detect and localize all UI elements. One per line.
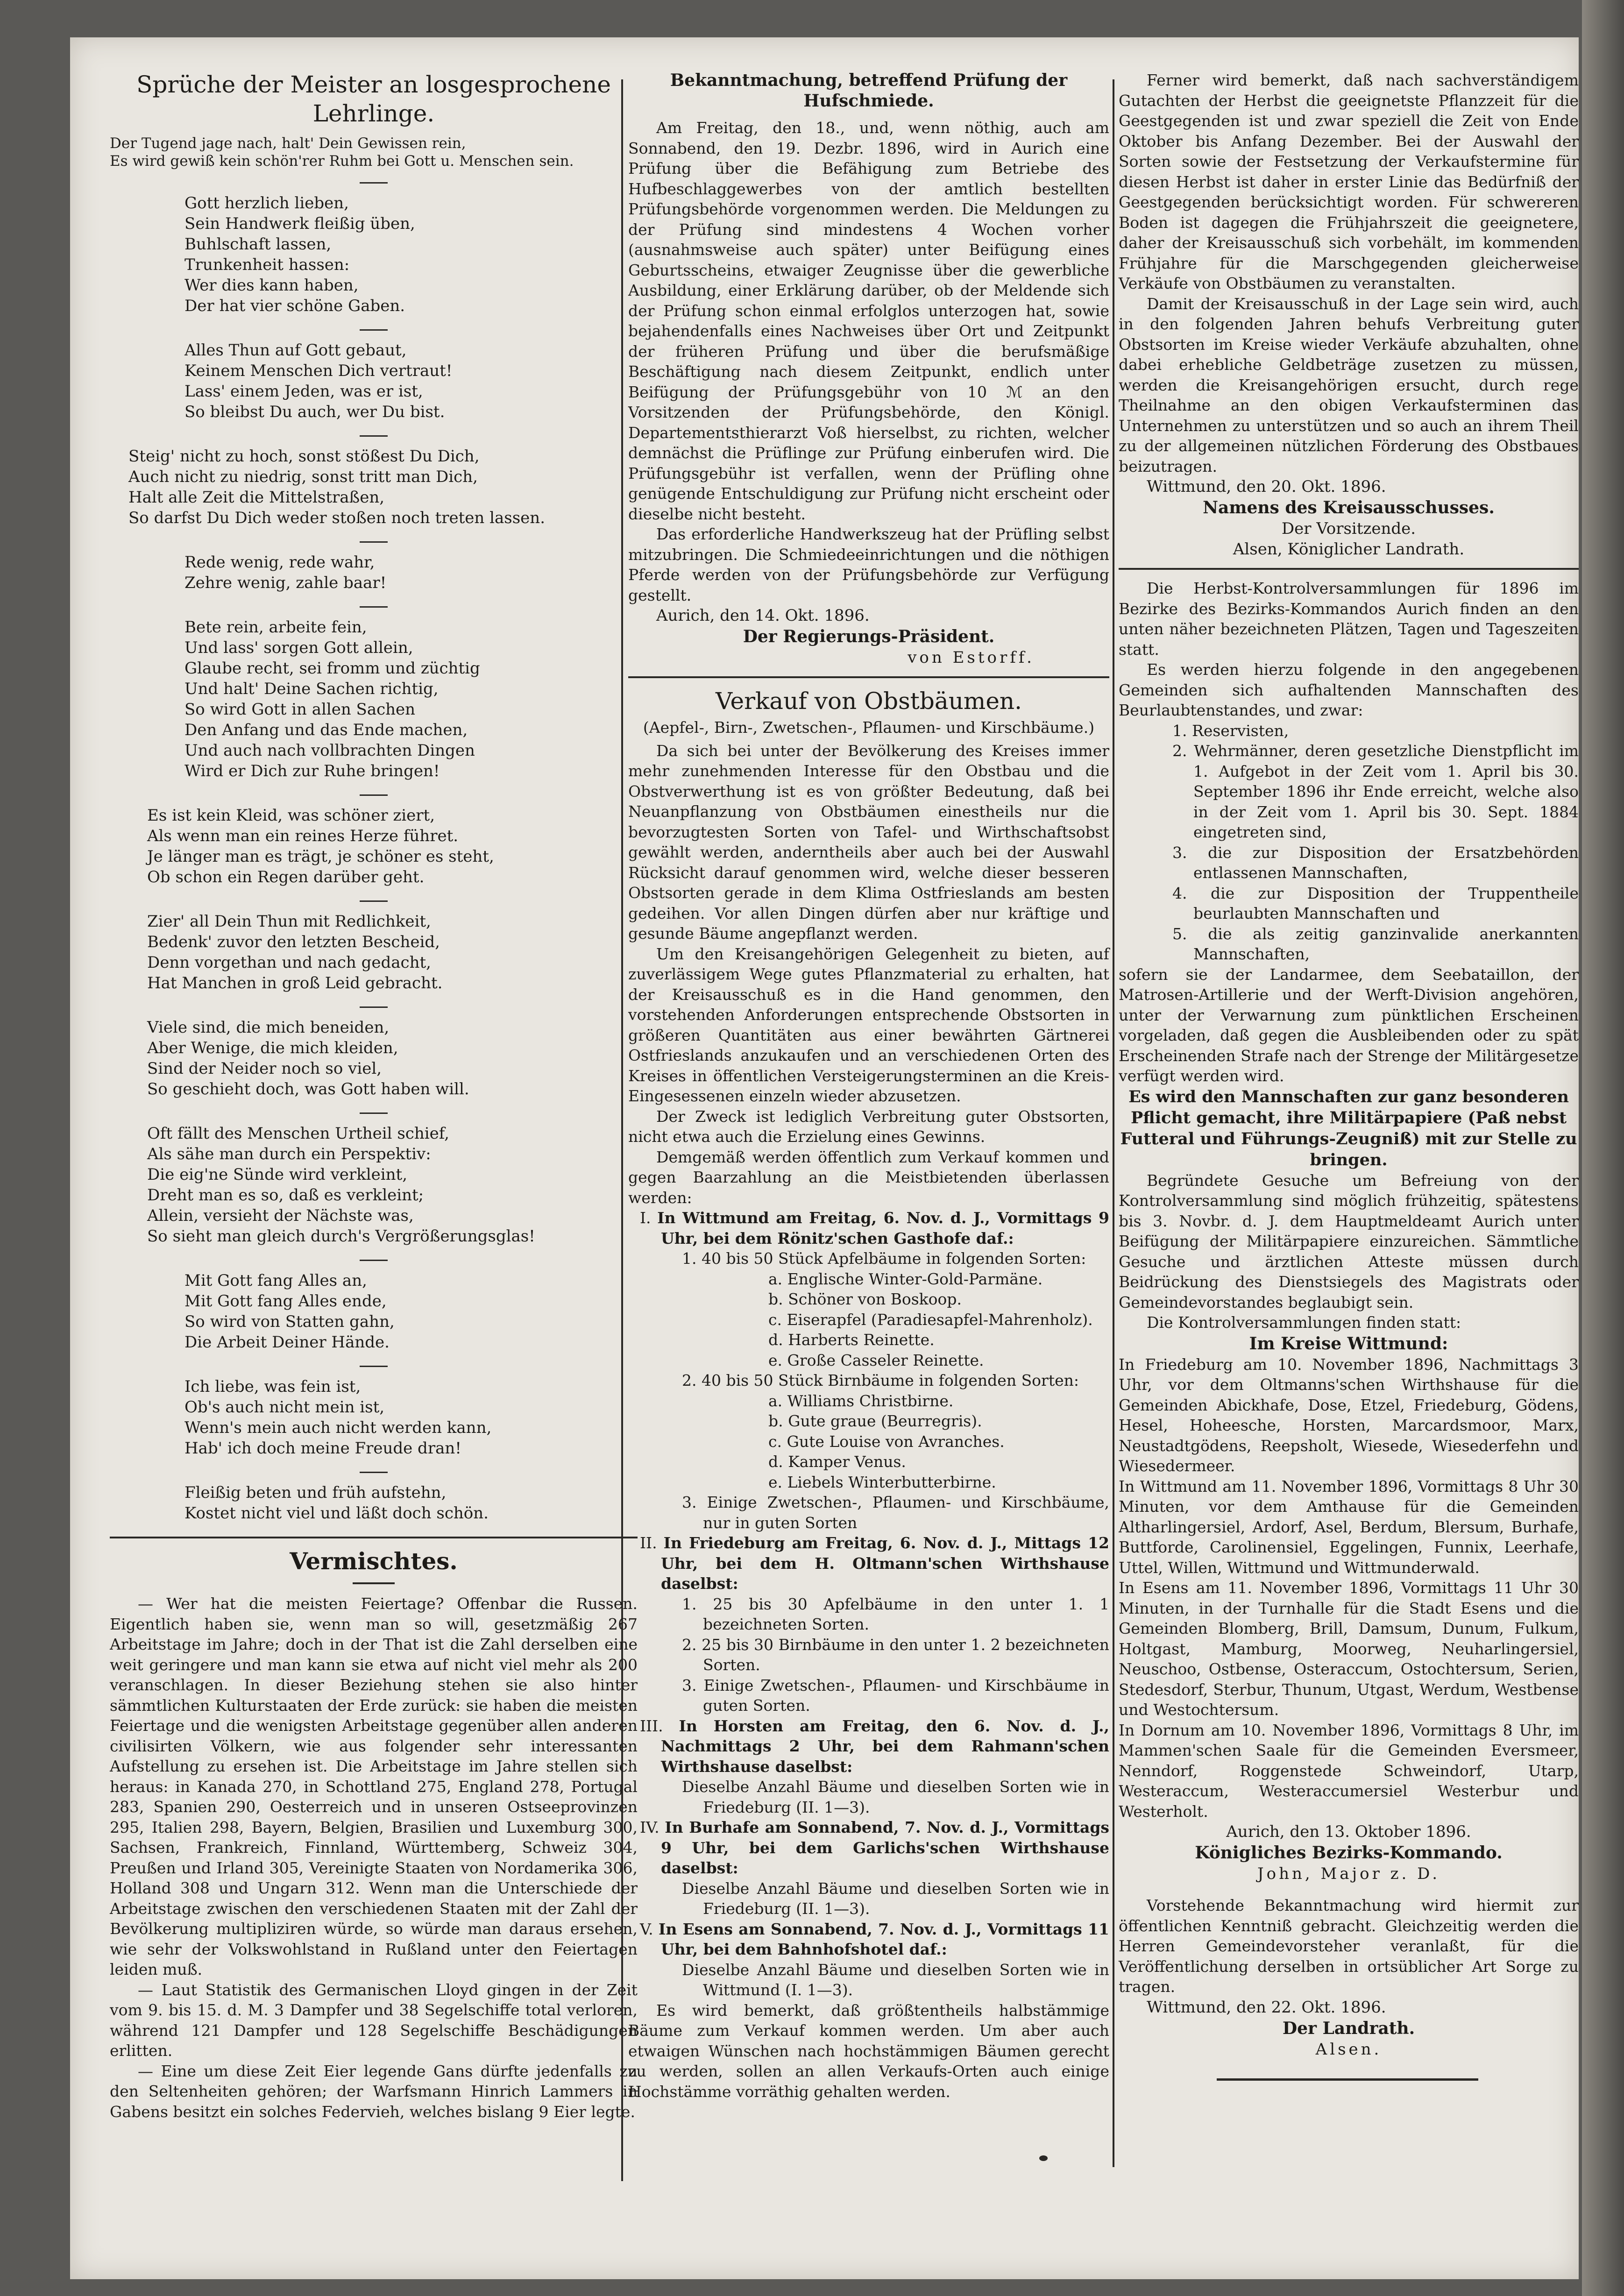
separator [360,606,388,608]
sale-closing: Es wird bemerkt, daß größtentheils halbstämmige Bäume zum Verkauf kommen werden. Um aber auch etwaigen Wünschen nach hochstämmigen Bäumen gerecht zu werden, sollen an allen Verkaufs-Orten auch einige Hochstämme vorräthig gehalten werden. [628,2001,1109,2101]
verse-line: Allein, versieht der Nächste was, [147,1206,414,1225]
control-paragraph: sofern sie der Landarmee, dem Seebataillon, der Matrosen-Artillerie und der Werft-Division angehören, unter der Verwarnung zum pünktlichen Erscheinen vorgeladen, daß gegen die Ausbleibenden oder zu spät Erscheinenden Strafe nach der Strenge der Militärgesetze verfügt werden wird. [1119,965,1579,1085]
verse-line: Steig' nicht zu hoch, sonst stößest Du Dich, [128,447,480,466]
verse-line: Bedenk' zuvor den letzten Bescheid, [147,933,440,951]
sale-item [628,1817,1109,1878]
notice-signature-office: Der Regierungs-Präsident. [743,627,995,646]
misc-articles [110,1594,638,2122]
final-signature-name: Alsen. [1315,2040,1382,2059]
verse-line: Rede wenig, rede wahr, [184,553,375,572]
sale-continuation [1119,70,1579,476]
sale-item [628,1350,1109,1371]
separator [360,794,388,796]
sale-item-text: 1. 40 bis 50 Stück Apfelbäume in folgenden Sorten: [682,1249,1086,1268]
verse-line: Den Anfang und das Ende machen, [184,721,468,739]
sale-item [628,1492,1109,1533]
control-place: In Esens am 11. November 1896, Vormittags 11 Uhr 30 Minuten, in der Turnhalle für die Stadt Esens und die Gemeinden Blomberg, Brill, Damsum, Dunum, Fulkum, Holtgast, Mamburg, Moorweg, Neuharlingersiel, Neuschoo, Ostbense, Osteraccum, Ostochtersum, Serien, Stedesdorf, Sterbur, Thunum, Utgast, Werdum, Westbense und Westochtersum. [1119,1579,1579,1719]
verse-line: Zier' all Dein Thun mit Redlichkeit, [147,912,431,931]
sale-item-text: In Esens am Sonnabend, 7. Nov. d. J., Vormittags 11 Uhr, bei dem Bahnhofshotel daf.: [658,1920,1109,1958]
sale-item-text: 3. Einige Zwetschen-, Pflaumen- und Kirschbäume, nur in guten Sorten [682,1493,1109,1532]
stanza [110,805,638,887]
sale-item [628,1919,1109,1960]
verse-line: Denn vorgethan und nach gedacht, [147,953,431,972]
sale-item [628,1208,1109,1248]
sale-item-text: In Burhafe am Sonnabend, 7. Nov. d. J., Vormittags 9 Uhr, bei dem Garlichs'schen Wirthshause daselbst: [661,1818,1109,1877]
sale-item-text: d. Kamper Venus. [768,1453,906,1471]
verse-line: Je länger man es trägt, je schöner es steht, [147,847,494,866]
verse-line: Die Arbeit Deiner Hände. [184,1333,390,1352]
sale-item [628,1310,1109,1330]
final-signature-office: Der Landrath. [1282,2018,1415,2038]
sale-item [628,1289,1109,1310]
control-list-item: 2. Wehrmänner, deren gesetzliche Dienstpflicht im 1. Aufgebot in der Zeit vom 1. April bis 30. September 1896 ihr Ende erreicht, welche also in der Zeit vom 1. April bis 30. Sept. 1884 eingetreten sind, [1172,742,1579,841]
verse-line: Es ist kein Kleid, was schöner ziert, [147,806,435,825]
verse-line: Lass' einem Jeden, was er ist, [184,382,423,401]
misc-paragraph: — Eine um diese Zeit Eier legende Gans dürfte jedenfalls zu den Seltenheiten gehören; der Warfsmann Hinrich Lammers in Gabens besitzt ein solches Federvieh, welches bislang 9 Eier legte. [110,2062,638,2121]
control-place-date: Aurich, den 13. Oktober 1896. [1226,1822,1471,1841]
notice-signature-name: von Estorff. [908,648,1035,667]
column-2 [628,70,1109,2102]
misc-title: Vermischtes. [290,1547,458,1575]
control-places [1119,1354,1579,1822]
cont-paragraph: Ferner wird bemerkt, daß nach sachverständigem Gutachten der Herbst die geeignetste Pflanzzeit für die Geestgegenden ist und zwar speziell die Zeit von Ende Oktober bis Anfang Dezember. Bei der Auswahl der Sorten sowie der Festsetzung der Verkaufstermine für diesen Herbst ist daher in erster Linie das Bedürfniß der Geestgegenden berücksichtigt worden. Für schwereren Boden ist dagegen die Frühjahrszeit die geeignetere, daher der Kreisausschuß sich vorbehält, im kommenden Frühjahre für die Marschgegenden gleicherweise Verkäufe von Obstbäumen zu veranstalten. [1119,71,1579,292]
separator [360,1113,388,1114]
sale-item-text: 3. Einige Zwetschen-, Pflaumen- und Kirschbäume in guten Sorten. [682,1676,1109,1715]
sale-item-text: b. Schöner von Boskoop. [768,1290,962,1308]
control-list-item: 1. Reservisten, [1172,721,1289,740]
separator [360,1472,388,1473]
verse-line: Als wenn man ein reines Herze führet. [147,827,459,845]
verse-line: Gott herzlich lieben, [184,194,349,213]
control-warning: Es wird den Mannschaften zur ganz besonderen Pflicht gemacht, ihre Militärpapiere (Paß nebst Futteral und Führungs-Zeugniß) mit zur Stelle zu bringen. [1120,1087,1577,1169]
sale-paragraph: Demgemäß werden öffentlich zum Verkauf kommen und gegen Baarzahlung an die Meistbietenden überlassen werden: [628,1148,1109,1207]
sale-locations [628,1208,1109,2000]
stanza [110,340,638,422]
separator [360,541,388,543]
intro-line: Der Tugend jage nach, halt' Dein Gewissen rein, [110,135,466,152]
sale-item-text: 2. 25 bis 30 Birnbäume in den unter 1. 2 bezeichneten Sorten. [682,1635,1109,1674]
final-paragraph: Vorstehende Bekanntmachung wird hiermit zur öffentlichen Kenntniß gebracht. Gleichzeitig werden die Herren Gemeindevorsteher veranlaßt, für die Veröffentlichung derselben in ortsüblicher Art Sorge zu tragen. [1119,1896,1579,1996]
sale-item-number: IV. [640,1818,660,1836]
sale-item-text: e. Liebels Winterbutterbirne. [768,1473,996,1491]
verse-line: Dreht man es so, daß es verkleint; [147,1186,424,1205]
sale-item [628,1960,1109,2000]
notice-paragraph: Am Freitag, den 18., und, wenn nöthig, auch am Sonnabend, den 19. Dezbr. 1896, wird in Aurich eine Prüfung über die Befähigung zum Betriebe des Hufbeschlaggewerbes von der amtlich bestellten Prüfungsbehörde vorgenommen werden. Die Meldungen zu der Prüfung sind mindestens 4 Wochen vorher (ausnahmsweise auch später) unter Beifügung eines Geburtsscheins, etwaiger Zeugnisse über die gewerbliche Ausbildung, einer Erklärung darüber, ob der Meldende sich der Prüfung schon einmal erfolglos unterzogen hat, sowie bejahendenfalls eines Nachweises über Ort und Zeitpunkt der früheren Prüfung und über die berufsmäßige Beschäftigung nach diesem Zeitpunkt, endlich unter Beifügung der Prüfungsgebühr von 10 ℳ an den Vorsitzenden der Prüfungsbehörde, den Königl. Departementsthierarzt Voß hierselbst, zu richten, welcher demnächst die Prüflinge zur Prüfung einberufen wird. Die Prüfungsgebühr ist verfallen, wenn der Prüfling ohne genügende Entschuldigung zur Prüfung nicht erscheint oder dieselbe nicht besteht. [628,119,1109,523]
verse-line: Und lass' sorgen Gott allein, [184,638,413,657]
verse-line: Der hat vier schöne Gaben. [184,297,405,315]
verse-line: So darfst Du Dich weder stoßen noch treten lassen. [128,509,546,527]
verse-line: Aber Wenige, die mich kleiden, [147,1039,398,1057]
verse-line: Oft fällt des Menschen Urtheil schief, [147,1124,449,1143]
sale-body [628,741,1109,1208]
sale-item-text: 1. 25 bis 30 Apfelbäume in den unter 1. 1 bezeichneten Sorten. [682,1594,1109,1633]
verse-line: Trunkenheit hassen: [184,255,350,274]
control-paragraph: Begründete Gesuche um Befreiung von der Kontrolversammlung sind möglich frühzeitig, spätestens bis 3. Novbr. d. J. dem Hauptmeldeamt Aurich unter Beifügung der Militärpapiere einzureichen. Sämmtliche Gesuche und ärztlichen Atteste müssen durch Beidrückung des Dienstsiegels des Magistrats oder Gemeindevorstandes beglaubigt sein. [1119,1171,1579,1311]
page-edge [1582,0,1624,2296]
sale-item-text: In Friedeburg am Freitag, 6. Nov. d. J., Mittags 12 Uhr, bei dem H. Oltmann'schen Wirthshause daselbst: [661,1534,1109,1593]
stanza [110,1376,638,1459]
cont-signature-role: Der Vorsitzende. [1281,519,1416,538]
sale-item [628,1675,1109,1716]
separator [360,1260,388,1261]
sale-item [628,1716,1109,1777]
sale-title: Verkauf von Obstbäumen. [715,687,1022,715]
verse-line: Hat Manchen in groß Leid gebracht. [147,974,443,992]
verse-line: Zehre wenig, zahle baar! [184,574,387,592]
verse-line: Wird er Dich zur Ruhe bringen! [184,762,440,780]
stanza [110,193,638,316]
sale-item-text: b. Gute graue (Beurregris). [768,1412,982,1430]
control-place: In Dornum am 10. November 1896, Vormittags 8 Uhr, im Mammen'schen Saale für die Gemeinden Eversmeer, Nenndorf, Roggenstede Schweindorf, Utarp, Westeraccum, Westeraccumersiel Westerbur und Westerholt. [1119,1721,1579,1821]
section-rule [1119,568,1579,570]
sale-item [628,1594,1109,1635]
sale-item-text: In Wittmund am Freitag, 6. Nov. d. J., Vormittags 9 Uhr, bei dem Rönitz'schen Gasthofe daf.: [657,1209,1109,1247]
verse-line: Kostet nicht viel und läßt doch schön. [184,1504,489,1523]
control-list [1119,721,1579,964]
verses-intro [110,135,638,170]
sale-item [628,1431,1109,1452]
sale-item-number: V. [640,1920,653,1938]
sale-subtitle: (Aepfel-, Birn-, Zwetschen-, Pflaumen- und Kirschbäume.) [643,718,1095,737]
verse-line: Die eig'ne Sünde wird verkleint, [147,1165,407,1184]
sale-item [628,1269,1109,1290]
verse-line: Wenn's mein auch nicht werden kann, [184,1418,492,1437]
sale-item [628,1370,1109,1391]
notice-body [628,118,1109,605]
ink-mark [1039,2155,1048,2161]
verse-line: Wer dies kann haben, [184,276,359,295]
verse-line: Viele sind, die mich beneiden, [147,1018,390,1037]
stanza [110,552,638,593]
control-list-item: 4. die zur Disposition der Truppentheile beurlaubten Mannschaften und [1172,884,1579,922]
sale-item [628,1635,1109,1675]
stanza [110,1482,638,1524]
verse-line: Sind der Neider noch so viel, [147,1059,382,1078]
separator [360,329,388,331]
verse-line: Und halt' Deine Sachen richtig, [184,680,439,698]
sale-item-text: e. Große Casseler Reinette. [768,1351,984,1369]
sale-item-number: I. [640,1209,651,1227]
verses-title: Sprüche der Meister an losgesprochene Lehrlinge. [136,71,611,127]
sale-item-text: a. Williams Christbirne. [768,1391,954,1410]
column-3 [1119,70,1579,2081]
sale-item-text: d. Harberts Reinette. [768,1331,935,1349]
cont-place-date: Wittmund, den 20. Okt. 1896. [1147,477,1386,496]
verse-line: Ob's auch nicht mein ist, [184,1398,385,1417]
sale-item-text: a. Englische Winter-Gold-Parmäne. [768,1269,1043,1288]
section-rule [110,1537,638,1538]
verse-line: Als sähe man durch ein Perspektiv: [147,1145,431,1163]
sale-item-number: III. [640,1716,663,1735]
verse-line: Mit Gott fang Alles an, [184,1271,367,1290]
stanza [110,911,638,993]
sale-item-text: 2. 40 bis 50 Stück Birnbäume in folgenden Sorten: [682,1371,1079,1389]
verse-line: So bleibst Du auch, wer Du bist. [184,403,445,421]
verse-line: So wird Gott in allen Sachen [184,700,416,719]
sale-item [628,1777,1109,1817]
verse-line: Bete rein, arbeite fein, [184,618,367,637]
end-rule [1217,2078,1478,2081]
separator [353,1582,395,1584]
sale-item [628,1472,1109,1493]
intro-line: Es wird gewiß kein schön'rer Ruhm bei Gott u. Menschen sein. [110,153,574,170]
control-list-item: 3. die zur Disposition der Ersatzbehörden entlassenen Mannschaften, [1172,843,1579,882]
verse-line: Hab' ich doch meine Freude dran! [184,1439,461,1458]
sale-item [628,1411,1109,1431]
control-signature-office: Königliches Bezirks-Kommando. [1195,1843,1503,1863]
control-intro: Die Herbst-Kontrolversammlungen für 1896 im Bezirke des Bezirks-Kommandos Aurich finden an den unten näher bezeichneten Plätzen, Tagen und Tageszeiten statt. [1119,579,1579,659]
sale-paragraph: Um den Kreisangehörigen Gelegenheit zu bieten, auf zuverlässigem Wege gutes Pflanzmaterial zu erhalten, hat der Kreisausschuß es in die Hand genommen, den vorstehenden Anforderungen entsprechende Obstsorten in größeren Quantitäten aus einer bewährten Gärtnerei Ostfrieslands anzukaufen und an verschiedenen Orten des Kreises in öffentlichen Versteigerungsterminen an die Kreis-Eingesessenen einzeln wieder abzusetzen. [628,944,1109,1105]
control-signature-name: John, Major z. D. [1257,1864,1440,1883]
sale-item-text: Dieselbe Anzahl Bäume und dieselben Sorten wie in Wittmund (I. 1—3). [682,1960,1109,1999]
stanza [110,1017,638,1099]
verses [110,193,638,1524]
sale-paragraph: Der Zweck ist lediglich Verbreitung guter Obstsorten, nicht etwa auch die Erzielung eines Gewinns. [628,1107,1109,1146]
notice-title: Bekanntmachung, betreffend Prüfung der Hufschmiede. [670,71,1068,111]
verse-line: So geschieht doch, was Gott haben will. [147,1080,469,1098]
column-rule-right [1113,79,1114,2167]
notice-paragraph: Das erforderliche Handwerkszeug hat der Prüfling selbst mitzubringen. Die Schmiedeeinrichtungen und die nöthigen Pferde werden von der Prüfungsbehörde zur Verfügung gestellt. [628,525,1109,604]
sale-paragraph: Da sich bei unter der Bevölkerung des Kreises immer mehr zunehmenden Interesse für den Obstbau und die Obstverwerthung ist es von größter Bedeutung, daß bei Neuanpflanzung von Obstbäumen einestheils nur die bevorzugtesten Sorten von Tafel- und Wirthschaftsobst gewählt werden, anderntheils aber auch bei der Auswahl Rücksicht darauf genommen wird, welche dieser besseren Obstsorten gerade in dem Klima Ostfrieslands am besten gedeihen. Vor allen Dingen dürfen aber nur kräftige und gesunde Bäume angepflanzt werden. [628,741,1109,942]
verse-line: Ob schon ein Regen darüber geht. [147,868,425,886]
notice-place-date: Aurich, den 14. Okt. 1896. [656,606,870,625]
section-rule [628,676,1109,678]
separator [360,900,388,902]
verse-line: So wird von Statten gahn, [184,1312,395,1331]
sale-item-number: II. [640,1534,657,1552]
final-place-date: Wittmund, den 22. Okt. 1896. [1147,1998,1386,2017]
stanza [110,446,638,528]
verse-line: Buhlschaft lassen, [184,235,332,254]
control-paragraph: Es werden hierzu folgende in den angegebenen Gemeinden sich aufhaltenden Mannschaften des Beurlaubtenstandes, und zwar: [1119,660,1579,719]
verse-line: So sieht man gleich durch's Vergrößerungsglas! [147,1227,535,1246]
sale-item [628,1452,1109,1472]
stanza [110,1123,638,1247]
cont-paragraph: Damit der Kreisausschuß in der Lage sein wird, auch in den folgenden Jahren behufs Verbreitung guter Obstsorten im Kreise wieder Verkäufe abzuhalten, ohne dabei erhebliche Geldbeträge zusetzen zu müssen, werden die Kreisangehörigen ersucht, durch rege Theilnahme an den obigen Verkaufsterminen das Unternehmen zu unterstützen und so auch an ihrem Theil zu der allgemeinen nützlichen Förderung des Obstbaues beizutragen. [1119,294,1579,475]
verse-line: Halt alle Zeit die Mittelstraßen, [128,488,385,507]
sale-item [628,1533,1109,1594]
control-district-heading: Im Kreise Wittmund: [1249,1333,1448,1354]
verse-line: Keinem Menschen Dich vertraut! [184,361,453,380]
verse-line: Sein Handwerk fleißig üben, [184,214,415,233]
cont-signature-office: Namens des Kreisausschusses. [1203,498,1495,517]
verse-line: Mit Gott fang Alles ende, [184,1292,387,1311]
sale-item-text: In Horsten am Freitag, den 6. Nov. d. J., Nachmittags 2 Uhr, bei dem Rahmann'schen Wirthshause daselbst: [661,1716,1109,1776]
separator [360,182,388,184]
separator [360,1006,388,1008]
control-list-item: 5. die als zeitig ganzinvalide anerkannten Mannschaften, [1172,924,1579,963]
cont-signature-name: Alsen, Königlicher Landrath. [1233,540,1465,559]
misc-paragraph: — Laut Statistik des Germanischen Lloyd gingen in der Zeit vom 9. bis 15. d. M. 3 Dampfer und 38 Segelschiffe total verloren, während 121 Dampfer und 128 Segelschiffe Beschädigungen erlitten. [110,1980,638,2060]
stanza [110,1270,638,1353]
sale-item [628,1248,1109,1269]
sale-item [628,1878,1109,1919]
verse-line: Alles Thun auf Gott gebaut, [184,341,407,360]
column-1 [110,70,638,2122]
control-place: In Wittmund am 11. November 1896, Vormittags 8 Uhr 30 Minuten, vor dem Amthause für die Gemeinden Altharlingersiel, Ardorf, Asel, Berdum, Blersum, Burhafe, Buttforde, Carolinensiel, Eggelingen, Funnix, Leerhafe, Uttel, Willen, Wittmund und Wittmunderwald. [1119,1477,1579,1577]
verse-line: Auch nicht zu niedrig, sonst tritt man Dich, [128,468,478,486]
verse-line: Fleißig beten und früh aufstehn, [184,1483,447,1502]
separator [360,435,388,437]
misc-paragraph: — Wer hat die meisten Feiertage? Offenbar die Russen. Eigentlich haben sie, wenn man so will, gesetzmäßig 267 Arbeitstage im Jahre; doch in der That ist die Zahl derselben eine weit geringere und man kann sie etwa auf nicht viel mehr als 200 veranschlagen. In dieser Beziehung stehen sie also hinter sämmtlichen Kulturstaaten der Erde zurück: sie haben die meisten Feiertage und die wenigsten Arbeitstage gegenüber allen anderen civilisirten Völkern, wie aus folgender sehr interessanten Aufstellung zu ersehen ist. Die Arbeitstage im Jahre stellen sich heraus: in Kanada 270, in Schottland 275, England 278, Portugal 283, Spanien 290, Oesterreich und in unseren Ostseeprovinzen 295, Italien 298, Bayern, Belgien, Brasilien und Luxemburg 300, Sachsen, Frankreich, Finnland, Württemberg, Schweiz 304, Preußen und Irland 305, Vereinigte Staaten von Nordamerika 306, Holland 308 und Ungarn 312. Wenn man die Unterschiede der Arbeitstage zwischen den verschiedenen Staaten mit der Zahl der Bevölkerung multipliziren würde, so würde man daraus ersehen, wie sehr der Volkswohlstand in Rußland unter den Feiertagen leiden muß. [110,1594,638,1978]
control-paragraph: Die Kontrolversammlungen finden statt: [1147,1313,1461,1332]
sale-item-text: Dieselbe Anzahl Bäume und dieselben Sorten wie in Friedeburg (II. 1—3). [682,1778,1109,1816]
sale-item [628,1391,1109,1411]
sale-item [628,1330,1109,1350]
control-place: In Friedeburg am 10. November 1896, Nachmittags 3 Uhr, vor dem Oltmanns'schen Wirthshause für die Gemeinden Abickhafe, Dose, Etzel, Friedeburg, Gödens, Hesel, Hoheesche, Horsten, Marcardsmoor, Marx, Neustadtgödens, Reepsholt, Wiesede, Wiesederfehn und Wiesedermeer. [1119,1355,1579,1475]
sale-item-text: c. Gute Louise von Avranches. [768,1432,1005,1451]
verse-line: Glaube recht, sei fromm und züchtig [184,659,480,678]
sale-item-text: c. Eiserapfel (Paradiesapfel-Mahrenholz). [768,1310,1093,1329]
verse-line: Und auch nach vollbrachten Dingen [184,741,475,760]
stanza [110,617,638,781]
separator [360,1366,388,1367]
sale-item-text: Dieselbe Anzahl Bäume und dieselben Sorten wie in Friedeburg (II. 1—3). [682,1879,1109,1918]
verse-line: Ich liebe, was fein ist, [184,1377,361,1396]
